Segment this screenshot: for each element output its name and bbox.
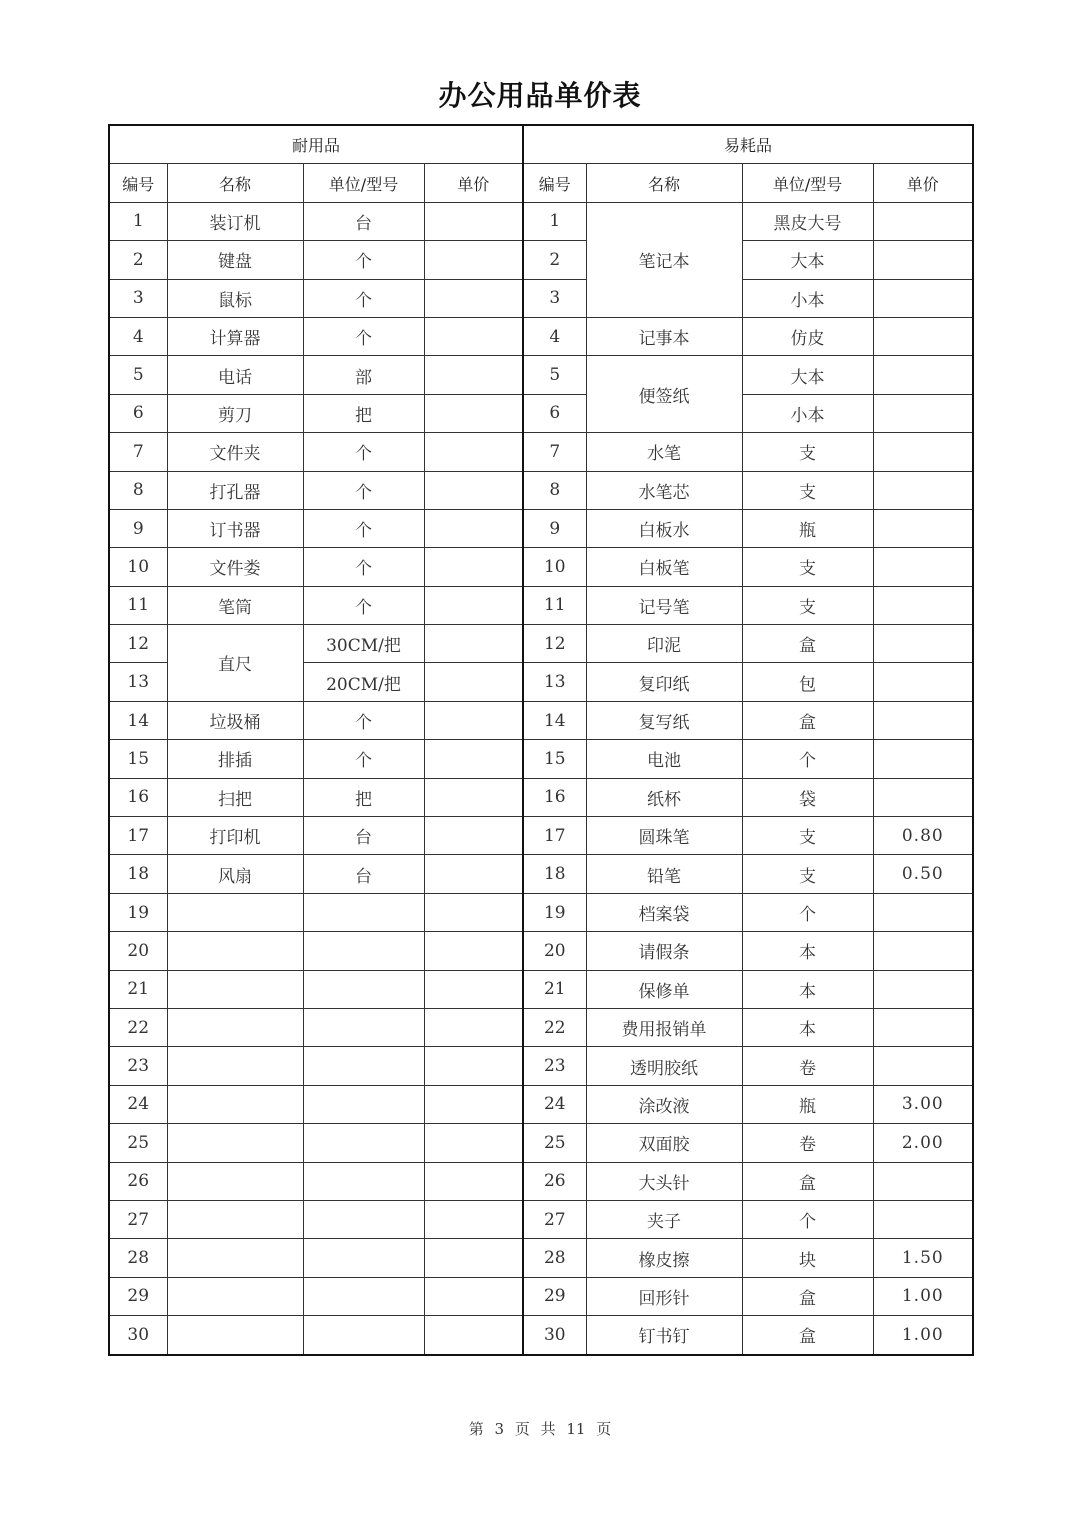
consumable-price-cell [873,433,973,471]
table-row [109,1239,973,1277]
durable-no-cell: 1 [109,202,167,240]
consumable-unit-cell: 仿皮 [742,317,873,355]
durable-price-cell [424,855,523,893]
consumable-name-cell: 夹子 [586,1200,742,1238]
consumable-unit-cell: 支 [742,471,873,509]
durable-no-cell: 18 [109,855,167,893]
durable-no-cell: 23 [109,1047,167,1085]
consumable-no-cell: 30 [523,1316,586,1355]
col-header-name: 名称 [167,164,303,202]
consumable-unit-cell: 大本 [742,356,873,394]
consumable-unit-cell: 支 [742,855,873,893]
consumable-price-cell: 1.00 [873,1277,973,1315]
durable-name-cell [167,1008,303,1046]
table-row [109,855,973,893]
consumable-name-cell: 印泥 [586,625,742,663]
table-row [109,740,973,778]
consumable-price-cell: 2.00 [873,1124,973,1162]
durable-price-cell [424,1047,523,1085]
table-row [109,817,973,855]
table-row [109,1162,973,1200]
consumable-price-cell [873,893,973,931]
durable-unit-cell: 台 [303,855,424,893]
durable-unit-cell: 个 [303,701,424,739]
consumable-price-cell [873,970,973,1008]
durable-no-cell: 19 [109,893,167,931]
durable-unit-cell [303,1277,424,1315]
durable-no-cell: 17 [109,817,167,855]
durable-name-cell: 打孔器 [167,471,303,509]
consumable-name-cell: 笔记本 [586,202,742,317]
consumable-price-cell [873,932,973,970]
durable-unit-cell: 把 [303,394,424,432]
table-row [109,548,973,586]
durable-price-cell [424,471,523,509]
durable-no-cell: 26 [109,1162,167,1200]
durable-name-cell [167,1162,303,1200]
table-row [109,701,973,739]
durable-name-cell: 电话 [167,356,303,394]
consumable-no-cell: 8 [523,471,586,509]
durable-name-cell [167,1316,303,1355]
consumable-unit-cell: 袋 [742,778,873,816]
durable-name-cell [167,893,303,931]
durable-name-cell [167,932,303,970]
table-row [109,1085,973,1123]
col-header-no: 编号 [109,164,167,202]
durable-no-cell: 29 [109,1277,167,1315]
table-row [109,893,973,931]
consumable-unit-cell: 支 [742,817,873,855]
consumable-price-cell [873,1008,973,1046]
consumable-unit-cell: 本 [742,1008,873,1046]
col-header-name: 名称 [586,164,742,202]
table-row [109,932,973,970]
durable-no-cell: 20 [109,932,167,970]
durable-no-cell: 22 [109,1008,167,1046]
durable-no-cell: 6 [109,394,167,432]
durable-unit-cell [303,1047,424,1085]
consumable-price-cell [873,586,973,624]
table-row [109,625,973,663]
consumable-name-cell: 圆珠笔 [586,817,742,855]
durable-price-cell [424,740,523,778]
consumable-no-cell: 26 [523,1162,586,1200]
durable-name-cell: 鼠标 [167,279,303,317]
consumable-unit-cell: 卷 [742,1124,873,1162]
consumable-unit-cell: 个 [742,740,873,778]
consumable-price-cell [873,1200,973,1238]
consumable-no-cell: 7 [523,433,586,471]
durable-price-cell [424,548,523,586]
consumable-name-cell: 大头针 [586,1162,742,1200]
consumable-no-cell: 3 [523,279,586,317]
page-footer: 第 3 页 共 11 页 [468,1420,612,1438]
durable-unit-cell [303,1085,424,1123]
consumable-no-cell: 27 [523,1200,586,1238]
durable-no-cell: 9 [109,509,167,547]
consumable-no-cell: 6 [523,394,586,432]
durable-unit-cell: 个 [303,509,424,547]
durable-no-cell: 27 [109,1200,167,1238]
consumable-name-cell: 便签纸 [586,356,742,433]
consumable-price-cell: 0.50 [873,855,973,893]
consumable-no-cell: 21 [523,970,586,1008]
consumable-price-cell [873,509,973,547]
consumable-no-cell: 22 [523,1008,586,1046]
consumable-unit-cell: 个 [742,893,873,931]
durable-price-cell [424,625,523,663]
table-row [109,1124,973,1162]
table-row [109,356,973,394]
durable-name-cell [167,1277,303,1315]
durable-price-cell [424,356,523,394]
table-row [109,1047,973,1085]
consumable-no-cell: 5 [523,356,586,394]
durable-no-cell: 24 [109,1085,167,1123]
consumable-price-cell [873,701,973,739]
durable-price-cell [424,1277,523,1315]
consumable-price-cell [873,202,973,240]
consumable-name-cell: 复印纸 [586,663,742,701]
durable-unit-cell: 台 [303,817,424,855]
durable-no-cell: 7 [109,433,167,471]
durable-unit-cell: 个 [303,317,424,355]
consumable-price-cell: 3.00 [873,1085,973,1123]
consumable-price-cell: 1.00 [873,1316,973,1355]
consumable-name-cell: 记号笔 [586,586,742,624]
table-row [109,241,973,279]
durable-name-cell: 打印机 [167,817,303,855]
consumable-no-cell: 11 [523,586,586,624]
consumable-price-cell [873,471,973,509]
durable-no-cell: 12 [109,625,167,663]
column-header-row [109,164,973,202]
consumable-no-cell: 25 [523,1124,586,1162]
table-row [109,202,973,240]
consumable-no-cell: 14 [523,701,586,739]
consumable-name-cell: 回形针 [586,1277,742,1315]
durable-unit-cell [303,970,424,1008]
consumable-name-cell: 透明胶纸 [586,1047,742,1085]
durable-no-cell: 25 [109,1124,167,1162]
table-row [109,778,973,816]
durable-price-cell [424,279,523,317]
durable-name-cell: 剪刀 [167,394,303,432]
consumable-price-cell [873,625,973,663]
consumable-no-cell: 17 [523,817,586,855]
durable-price-cell [424,1316,523,1355]
durable-no-cell: 30 [109,1316,167,1355]
durable-price-cell [424,663,523,701]
consumable-unit-cell: 大本 [742,241,873,279]
durable-no-cell: 3 [109,279,167,317]
durable-name-cell: 文件夹 [167,433,303,471]
table-row [109,1008,973,1046]
durable-no-cell: 28 [109,1239,167,1277]
durable-price-cell [424,701,523,739]
durable-name-cell: 风扇 [167,855,303,893]
durable-name-cell [167,1047,303,1085]
durable-price-cell [424,932,523,970]
consumable-no-cell: 2 [523,241,586,279]
consumable-name-cell: 档案袋 [586,893,742,931]
consumable-unit-cell: 支 [742,548,873,586]
durable-price-cell [424,1124,523,1162]
consumable-no-cell: 10 [523,548,586,586]
table-row [109,394,973,432]
price-table [108,124,974,1356]
consumable-name-cell: 水笔 [586,433,742,471]
col-header-price: 单价 [424,164,523,202]
durable-no-cell: 8 [109,471,167,509]
consumable-unit-cell: 盒 [742,701,873,739]
durable-name-cell [167,970,303,1008]
durable-name-cell [167,1239,303,1277]
consumable-price-cell: 1.50 [873,1239,973,1277]
table-row [109,970,973,1008]
durable-no-cell: 11 [109,586,167,624]
consumable-name-cell: 记事本 [586,317,742,355]
consumable-no-cell: 29 [523,1277,586,1315]
consumable-unit-cell: 盒 [742,1316,873,1355]
durable-price-cell [424,433,523,471]
durable-price-cell [424,970,523,1008]
consumable-unit-cell: 瓶 [742,1085,873,1123]
durable-name-cell [167,1124,303,1162]
durable-name-cell: 排插 [167,740,303,778]
consumable-name-cell: 橡皮擦 [586,1239,742,1277]
consumable-name-cell: 纸杯 [586,778,742,816]
durable-no-cell: 2 [109,241,167,279]
durable-price-cell [424,394,523,432]
consumable-name-cell: 白板笔 [586,548,742,586]
page-title: 办公用品单价表 [438,79,642,112]
durable-unit-cell [303,932,424,970]
durable-price-cell [424,241,523,279]
durable-unit-cell [303,1200,424,1238]
consumable-name-cell: 涂改液 [586,1085,742,1123]
col-header-no: 编号 [523,164,586,202]
consumable-no-cell: 23 [523,1047,586,1085]
durable-no-cell: 16 [109,778,167,816]
group-header-durable: 耐用品 [109,125,523,164]
table-row [109,433,973,471]
durable-no-cell: 10 [109,548,167,586]
durable-price-cell [424,202,523,240]
durable-unit-cell [303,1239,424,1277]
consumable-no-cell: 19 [523,893,586,931]
consumable-price-cell [873,1047,973,1085]
consumable-no-cell: 24 [523,1085,586,1123]
consumable-price-cell [873,663,973,701]
table-row [109,509,973,547]
consumable-unit-cell: 黑皮大号 [742,202,873,240]
durable-price-cell [424,817,523,855]
durable-name-cell: 垃圾桶 [167,701,303,739]
durable-price-cell [424,1162,523,1200]
durable-name-cell: 键盘 [167,241,303,279]
durable-name-cell: 笔筒 [167,586,303,624]
consumable-no-cell: 15 [523,740,586,778]
group-header-consumable: 易耗品 [523,125,973,164]
consumable-price-cell [873,241,973,279]
consumable-name-cell: 费用报销单 [586,1008,742,1046]
consumable-price-cell [873,778,973,816]
consumable-name-cell: 白板水 [586,509,742,547]
consumable-price-cell [873,279,973,317]
durable-price-cell [424,778,523,816]
durable-unit-cell: 个 [303,279,424,317]
durable-unit-cell: 20CM/把 [303,663,424,701]
durable-price-cell [424,1008,523,1046]
consumable-name-cell: 钉书钉 [586,1316,742,1355]
durable-name-cell: 直尺 [167,625,303,702]
consumable-no-cell: 9 [523,509,586,547]
durable-name-cell: 订书器 [167,509,303,547]
durable-unit-cell [303,1124,424,1162]
consumable-unit-cell: 支 [742,433,873,471]
consumable-price-cell [873,356,973,394]
durable-unit-cell: 个 [303,241,424,279]
consumable-price-cell: 0.80 [873,817,973,855]
consumable-no-cell: 13 [523,663,586,701]
durable-price-cell [424,317,523,355]
table-row [109,1277,973,1315]
consumable-price-cell [873,548,973,586]
durable-price-cell [424,509,523,547]
consumable-price-cell [873,394,973,432]
consumable-unit-cell: 支 [742,586,873,624]
consumable-unit-cell: 本 [742,970,873,1008]
durable-price-cell [424,1085,523,1123]
consumable-no-cell: 28 [523,1239,586,1277]
table-body [109,202,973,1354]
durable-no-cell: 4 [109,317,167,355]
consumable-price-cell [873,1162,973,1200]
durable-price-cell [424,1200,523,1238]
consumable-name-cell: 电池 [586,740,742,778]
table-row [109,1316,973,1355]
durable-unit-cell: 个 [303,586,424,624]
durable-unit-cell [303,1008,424,1046]
durable-price-cell [424,586,523,624]
durable-name-cell [167,1085,303,1123]
durable-name-cell: 计算器 [167,317,303,355]
durable-no-cell: 14 [109,701,167,739]
consumable-name-cell: 水笔芯 [586,471,742,509]
consumable-no-cell: 18 [523,855,586,893]
consumable-unit-cell: 小本 [742,279,873,317]
durable-no-cell: 21 [109,970,167,1008]
consumable-name-cell: 请假条 [586,932,742,970]
consumable-unit-cell: 瓶 [742,509,873,547]
consumable-unit-cell: 盒 [742,625,873,663]
col-header-unit: 单位/型号 [742,164,873,202]
group-header-row [109,125,973,164]
consumable-no-cell: 1 [523,202,586,240]
durable-name-cell [167,1200,303,1238]
consumable-name-cell: 保修单 [586,970,742,1008]
consumable-unit-cell: 本 [742,932,873,970]
table-row [109,279,973,317]
durable-no-cell: 13 [109,663,167,701]
consumable-unit-cell: 盒 [742,1277,873,1315]
col-header-price: 单价 [873,164,973,202]
consumable-no-cell: 12 [523,625,586,663]
consumable-no-cell: 20 [523,932,586,970]
durable-unit-cell: 个 [303,471,424,509]
durable-unit-cell: 个 [303,433,424,471]
table-row [109,1200,973,1238]
durable-unit-cell: 个 [303,740,424,778]
consumable-no-cell: 16 [523,778,586,816]
consumable-unit-cell: 卷 [742,1047,873,1085]
durable-price-cell [424,1239,523,1277]
consumable-unit-cell: 包 [742,663,873,701]
durable-unit-cell [303,1316,424,1355]
consumable-name-cell: 铅笔 [586,855,742,893]
consumable-name-cell: 复写纸 [586,701,742,739]
consumable-name-cell: 双面胶 [586,1124,742,1162]
durable-price-cell [424,893,523,931]
durable-name-cell: 扫把 [167,778,303,816]
durable-no-cell: 5 [109,356,167,394]
table-row [109,586,973,624]
durable-unit-cell: 部 [303,356,424,394]
consumable-no-cell: 4 [523,317,586,355]
col-header-unit: 单位/型号 [303,164,424,202]
consumable-price-cell [873,317,973,355]
consumable-unit-cell: 块 [742,1239,873,1277]
table-row [109,317,973,355]
durable-unit-cell: 个 [303,548,424,586]
durable-no-cell: 15 [109,740,167,778]
consumable-unit-cell: 个 [742,1200,873,1238]
consumable-price-cell [873,740,973,778]
durable-unit-cell [303,893,424,931]
table-row [109,471,973,509]
consumable-unit-cell: 小本 [742,394,873,432]
durable-name-cell: 文件娄 [167,548,303,586]
durable-unit-cell: 30CM/把 [303,625,424,663]
durable-unit-cell: 台 [303,202,424,240]
durable-name-cell: 装订机 [167,202,303,240]
durable-unit-cell [303,1162,424,1200]
durable-unit-cell: 把 [303,778,424,816]
consumable-unit-cell: 盒 [742,1162,873,1200]
